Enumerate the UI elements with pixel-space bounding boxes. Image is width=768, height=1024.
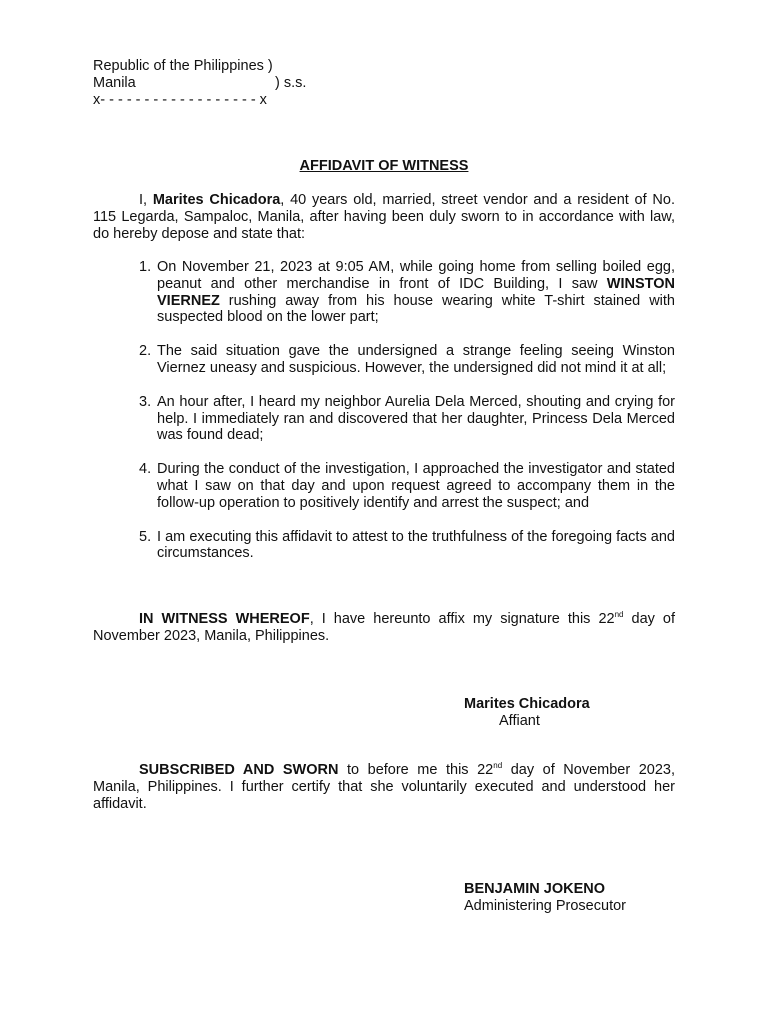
venue-line-republic: Republic of the Philippines ) <box>93 58 273 74</box>
statement-number: 1. <box>139 259 152 275</box>
venue-city: Manila <box>93 75 136 91</box>
ordinal-suffix: nd <box>493 761 503 771</box>
jurat-pre: to before me this 22 <box>338 762 494 778</box>
statement-text-pre: On November 21, 2023 at 9:05 AM, while going home from selling boiled egg, peanut and other merchandise in front of IDC Building, I saw <box>157 259 675 292</box>
prosecutor-role: Administering Prosecutor <box>464 897 626 914</box>
witness-clause <box>93 611 675 645</box>
statement-text: During the conduct of the investigation, I approached the investigator and stated what I saw on that day and upon request agreed to accompany them in the follow-up operation to positively identify and arrest the suspect; and <box>157 461 675 511</box>
statement-list <box>139 259 675 562</box>
statement-item-3 <box>139 394 675 444</box>
witness-clause-pre: , I have hereunto affix my signature this 22 <box>309 611 615 627</box>
statement-item-1 <box>139 259 675 326</box>
statement-text-post: rushing away from his house wearing white T-shirt stained with suspected blood on the lower part; <box>157 292 675 326</box>
affiant-name-inline: Marites Chicadora <box>152 192 281 208</box>
intro-rest: , 40 years old, married, street vendor and a resident of No. 115 Legarda, Sampaloc, Manila, after having been duly sworn to in accordance with law, do hereby depose and state that: <box>93 192 675 242</box>
statement-number: 5. <box>139 528 152 545</box>
statement-item-4 <box>139 461 675 511</box>
statement-item-5 <box>139 529 675 563</box>
venue-header <box>93 58 393 109</box>
affiant-signature-block <box>464 696 590 730</box>
prosecutor-signature-block <box>464 881 626 915</box>
venue-line-manila <box>93 75 393 92</box>
statement-number: 3. <box>139 393 152 410</box>
statement-number: 2. <box>139 343 152 360</box>
affiant-role: Affiant <box>499 712 540 729</box>
statement-text: I am executing this affidavit to attest to the truthfulness of the foregoing facts and circumstances. <box>157 528 675 562</box>
intro-pre: I, <box>139 192 153 208</box>
affiant-name: Marites Chicadora <box>464 696 590 712</box>
venue-separator: x- - - - - - - - - - - - - - - - - - x <box>93 92 267 108</box>
prosecutor-name: BENJAMIN JOKENO <box>464 881 605 897</box>
intro-paragraph <box>93 192 675 242</box>
witness-whereof-label: IN WITNESS WHEREOF <box>139 611 310 627</box>
statement-text: An hour after, I heard my neighbor Aurelia Dela Merced, shouting and crying for help. I immediately ran and discovered that her daughter, Princess Dela Merced was found dead; <box>157 393 675 444</box>
jurat-paragraph <box>93 762 675 812</box>
statement-number: 4. <box>139 461 152 478</box>
venue-ss: ) s.s. <box>275 75 307 91</box>
suspect-name: WINSTON VIERNEZ <box>157 275 675 309</box>
subscribed-sworn-label: SUBSCRIBED AND SWORN <box>139 762 339 778</box>
ordinal-suffix: nd <box>614 610 624 620</box>
witness-clause-post: day of November 2023, Manila, Philippines. <box>93 611 675 644</box>
statement-item-2 <box>139 343 675 377</box>
document-title: AFFIDAVIT OF WITNESS <box>299 158 469 174</box>
statement-text: The said situation gave the undersigned a strange feeling seeing Winston Viernez uneasy and suspicious. However, the undersigned did not mind it at all; <box>157 343 675 376</box>
jurat-post: day of November 2023, Manila, Philippines. I further certify that she voluntarily executed and understood her affidavit. <box>93 762 676 812</box>
